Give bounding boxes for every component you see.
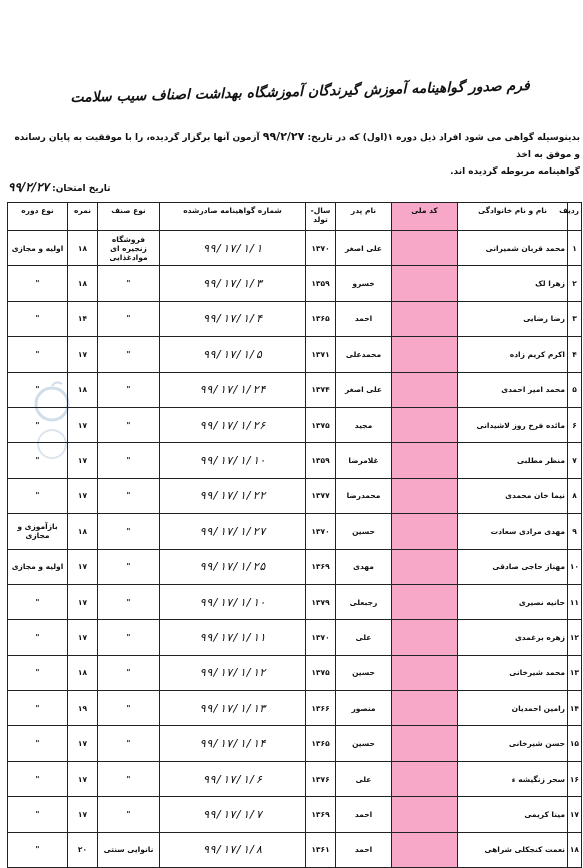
father-name: مهدی [336, 549, 392, 584]
table-header-row [8, 203, 582, 231]
guild-type: " [98, 443, 160, 478]
course-type: " [8, 337, 68, 372]
course-type: اولیه و مجازی [8, 549, 68, 584]
father-name: علی اصغر [336, 372, 392, 407]
guild-type: " [98, 266, 160, 301]
score: ۱۸ [68, 231, 98, 266]
row-number: ۱۴ [568, 691, 582, 726]
header-cert-number: شماره گواهینامه صادرشده [160, 203, 306, 231]
trainee-name: سحر زنگیشه ء [458, 761, 568, 796]
national-id-redacted [392, 266, 458, 301]
guild-type: " [98, 514, 160, 549]
guild-type: " [98, 620, 160, 655]
birth-year: ۱۳۷۷ [306, 478, 336, 513]
certificate-number: ۹۹/۱۷/۱/۲۴ [160, 372, 306, 407]
table-row [8, 655, 582, 690]
guild-type: " [98, 372, 160, 407]
score: ۱۸ [68, 655, 98, 690]
trainee-name: محمد شیرخانی [458, 655, 568, 690]
header-name: نام و نام خانوادگی [458, 203, 568, 231]
father-name: حسین [336, 726, 392, 761]
trainee-name: نعمت کنجکلی شراهی [458, 832, 568, 867]
table-row [8, 584, 582, 619]
table-row [8, 620, 582, 655]
birth-year: ۱۳۷۵ [306, 407, 336, 442]
page-title: فرم صدور گواهینامه آموزش گیرندگان آموزشگاه بهداشت اصناف سیب سلامت [70, 77, 530, 107]
guild-type: " [98, 691, 160, 726]
guild-type: " [98, 407, 160, 442]
score: ۱۷ [68, 620, 98, 655]
trainees-table [7, 202, 582, 868]
birth-year: ۱۳۷۱ [306, 337, 336, 372]
national-id-redacted [392, 443, 458, 478]
course-type: " [8, 301, 68, 336]
father-name: علی [336, 620, 392, 655]
trainee-name: منظر مطلبی [458, 443, 568, 478]
birth-year: ۱۳۶۵ [306, 726, 336, 761]
national-id-redacted [392, 407, 458, 442]
national-id-redacted [392, 655, 458, 690]
table-row [8, 231, 582, 266]
table-row [8, 443, 582, 478]
father-name: احمد [336, 301, 392, 336]
birth-year: ۱۳۷۰ [306, 514, 336, 549]
course-type: " [8, 832, 68, 867]
intro-paragraph [14, 128, 580, 181]
row-number: ۹ [568, 514, 582, 549]
row-number: ۴ [568, 337, 582, 372]
table-row [8, 797, 582, 832]
birth-year: ۱۳۶۹ [306, 797, 336, 832]
father-name: مجید [336, 407, 392, 442]
score: ۱۷ [68, 337, 98, 372]
row-number: ۲ [568, 266, 582, 301]
birth-year: ۱۳۶۵ [306, 301, 336, 336]
score: ۱۷ [68, 584, 98, 619]
table-row [8, 301, 582, 336]
trainee-name: مهناز حاجی صادقی [458, 549, 568, 584]
guild-type: فروشگاه زنجیره ای موادغذایی [98, 231, 160, 266]
course-type: " [8, 620, 68, 655]
certificate-number: ۹۹/۱۷/۱/۵ [160, 337, 306, 372]
score: ۱۸ [68, 372, 98, 407]
guild-type: " [98, 301, 160, 336]
row-number: ۱۳ [568, 655, 582, 690]
national-id-redacted [392, 231, 458, 266]
certificate-number: ۹۹/۱۷/۱/۱۱ [160, 620, 306, 655]
trainee-name: مینا کریمی [458, 797, 568, 832]
national-id-redacted [392, 584, 458, 619]
table-row [8, 266, 582, 301]
trainee-name: نیما خان محمدی [458, 478, 568, 513]
row-number: ۸ [568, 478, 582, 513]
row-number: ۱۷ [568, 797, 582, 832]
national-id-redacted [392, 832, 458, 867]
certificate-number: ۹۹/۱۷/۱/۱۰ [160, 443, 306, 478]
birth-year: ۱۳۷۴ [306, 372, 336, 407]
trainee-name: حانیه نصیری [458, 584, 568, 619]
trainee-name: محمد قربان شمیرانی [458, 231, 568, 266]
certificate-number: ۹۹/۱۷/۱/۳ [160, 266, 306, 301]
row-number: ۵ [568, 372, 582, 407]
course-type: " [8, 655, 68, 690]
national-id-redacted [392, 620, 458, 655]
table-row [8, 407, 582, 442]
certificate-number: ۹۹/۱۷/۱/۲۶ [160, 407, 306, 442]
birth-year: ۱۳۷۰ [306, 620, 336, 655]
trainee-name: محمد امیر احمدی [458, 372, 568, 407]
national-id-redacted [392, 301, 458, 336]
table-row [8, 337, 582, 372]
trainee-name: مهدی مرادی سعادت [458, 514, 568, 549]
birth-year: ۱۳۵۹ [306, 443, 336, 478]
course-type: " [8, 266, 68, 301]
national-id-redacted [392, 761, 458, 796]
father-name: محمدرضا [336, 478, 392, 513]
national-id-redacted [392, 337, 458, 372]
row-number: ۱۱ [568, 584, 582, 619]
row-number: ۱۰ [568, 549, 582, 584]
table-row [8, 726, 582, 761]
certificate-number: ۹۹/۱۷/۱/۱۰ [160, 584, 306, 619]
guild-type: " [98, 337, 160, 372]
header-guild-type: نوع صنف [98, 203, 160, 231]
course-type: " [8, 726, 68, 761]
score: ۱۷ [68, 726, 98, 761]
course-type: " [8, 584, 68, 619]
table-row [8, 691, 582, 726]
table-row [8, 478, 582, 513]
guild-type: نانوایی سنتی [98, 832, 160, 867]
national-id-redacted [392, 372, 458, 407]
certificate-number: ۹۹/۱۷/۱/۲۲ [160, 478, 306, 513]
exam-date-label: تاریخ امتحان: [52, 184, 111, 194]
certificate-number: ۹۹/۱۷/۱/۷ [160, 797, 306, 832]
guild-type: " [98, 655, 160, 690]
table-row [8, 761, 582, 796]
score: ۱۸ [68, 514, 98, 549]
birth-year: ۱۳۶۶ [306, 691, 336, 726]
table-row [8, 549, 582, 584]
score: ۱۴ [68, 301, 98, 336]
course-type: " [8, 478, 68, 513]
exam-date [8, 180, 111, 194]
certificate-number: ۹۹/۱۷/۱/۸ [160, 832, 306, 867]
father-name: حسین [336, 514, 392, 549]
row-number: ۱۵ [568, 726, 582, 761]
father-name: رجبعلی [336, 584, 392, 619]
score: ۱۹ [68, 691, 98, 726]
score: ۱۷ [68, 443, 98, 478]
score: ۱۷ [68, 797, 98, 832]
father-name: علی [336, 761, 392, 796]
course-type: بازآموزی و مجازی [8, 514, 68, 549]
intro-text-part1: بدینوسیله گواهی می شود افراد ذیل دوره ۱(اول) که در تاریخ: [307, 133, 580, 143]
father-name: حسین [336, 655, 392, 690]
score: ۱۷ [68, 478, 98, 513]
birth-year: ۱۳۷۵ [306, 655, 336, 690]
national-id-redacted [392, 797, 458, 832]
score: ۱۷ [68, 549, 98, 584]
row-number: ۱۸ [568, 832, 582, 867]
intro-date: ۹۹/۲/۲۷ [262, 130, 305, 143]
father-name: احمد [336, 797, 392, 832]
score: ۱۷ [68, 407, 98, 442]
national-id-redacted [392, 549, 458, 584]
national-id-redacted [392, 691, 458, 726]
trainee-name: مائده فرخ روز لاشیدانی [458, 407, 568, 442]
father-name: منصور [336, 691, 392, 726]
table-row [8, 372, 582, 407]
guild-type: " [98, 478, 160, 513]
course-type: اولیه و مجازی [8, 231, 68, 266]
certificate-number: ۹۹/۱۷/۱/۱۳ [160, 691, 306, 726]
certificate-number: ۹۹/۱۷/۱/۶ [160, 761, 306, 796]
trainee-name: اکرم کریم زاده [458, 337, 568, 372]
certificate-number: ۹۹/۱۷/۱/۲۵ [160, 549, 306, 584]
trainee-name: حسن شیرخانی [458, 726, 568, 761]
row-number: ۶ [568, 407, 582, 442]
row-number: ۱ [568, 231, 582, 266]
score: ۱۷ [68, 761, 98, 796]
trainee-name: زهره برغمدی [458, 620, 568, 655]
father-name: خسرو [336, 266, 392, 301]
intro-text-part2: آزمون آنها برگزار گردیده، را با موفقیت به پایان رسانده و موفق به اخذ [14, 133, 580, 160]
course-type: " [8, 407, 68, 442]
course-type: " [8, 372, 68, 407]
header-score: نمره [68, 203, 98, 231]
guild-type: " [98, 584, 160, 619]
course-type: " [8, 761, 68, 796]
father-name: علی اصغر [336, 231, 392, 266]
trainee-name: زهرا لک [458, 266, 568, 301]
birth-year: ۱۳۵۹ [306, 266, 336, 301]
trainee-name: رضا رضایی [458, 301, 568, 336]
certificate-number: ۹۹/۱۷/۱/۴ [160, 301, 306, 336]
birth-year: ۱۳۷۶ [306, 761, 336, 796]
score: ۲۰ [68, 832, 98, 867]
certificate-number: ۹۹/۱۷/۱/۱۴ [160, 726, 306, 761]
header-national-id: کد ملی [392, 203, 458, 231]
birth-year: ۱۳۶۹ [306, 549, 336, 584]
table-row [8, 514, 582, 549]
exam-date-value: ۹۹/۲/۲۷ [8, 180, 49, 194]
header-course-type: نوع دوره [8, 203, 68, 231]
header-father-name: نام پدر [336, 203, 392, 231]
row-number: ۷ [568, 443, 582, 478]
row-number: ۳ [568, 301, 582, 336]
row-number: ۱۲ [568, 620, 582, 655]
intro-text-line2: گواهینامه مربوطه گردیده اند. [450, 167, 580, 177]
course-type: " [8, 443, 68, 478]
course-type: " [8, 691, 68, 726]
birth-year: ۱۳۷۹ [306, 584, 336, 619]
trainee-name: رامین احمدیان [458, 691, 568, 726]
certificate-number: ۹۹/۱۷/۱/۲۷ [160, 514, 306, 549]
table-row [8, 832, 582, 867]
national-id-redacted [392, 478, 458, 513]
birth-year: ۱۳۷۰ [306, 231, 336, 266]
score: ۱۸ [68, 266, 98, 301]
father-name: محمدعلی [336, 337, 392, 372]
certificate-number: ۹۹/۱۷/۱/۱۲ [160, 655, 306, 690]
header-birth-year: سال- تولد [306, 203, 336, 231]
father-name: غلامرضا [336, 443, 392, 478]
header-row-number: ردیف [568, 203, 582, 231]
father-name: احمد [336, 832, 392, 867]
guild-type: " [98, 726, 160, 761]
guild-type: " [98, 549, 160, 584]
national-id-redacted [392, 726, 458, 761]
guild-type: " [98, 761, 160, 796]
course-type: " [8, 797, 68, 832]
certificate-number: ۹۹/۱۷/۱/۱ [160, 231, 306, 266]
row-number: ۱۶ [568, 761, 582, 796]
national-id-redacted [392, 514, 458, 549]
guild-type: " [98, 797, 160, 832]
birth-year: ۱۳۶۱ [306, 832, 336, 867]
